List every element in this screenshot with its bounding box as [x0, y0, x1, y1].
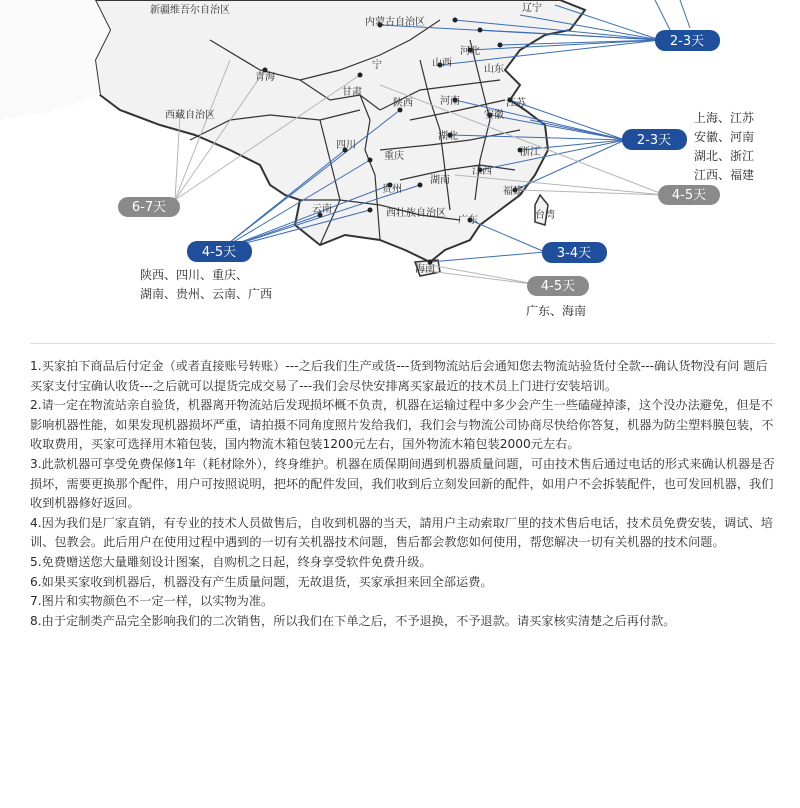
province-label: 甘肃: [342, 87, 362, 98]
province-label: 四川: [336, 140, 356, 151]
terms-item: 6.如果买家收到机器后，机器没有产生质量问题，无故退货，买家承担来回全部运费。: [30, 574, 493, 589]
badge-label: 4-5天: [540, 279, 576, 294]
note-line: 陕西、四川、重庆、: [140, 268, 249, 282]
south-region-note: [526, 302, 586, 321]
badge-southwest: [187, 241, 252, 262]
terms-item: 3.此款机器可享受免费保修1年（耗材除外），终身维护。机器在质保期间遇到机器质量问题，可由技术售后通过电话的形式来确认机器是否损坏，需要更换那个配件，用户可按照说明，把坏的配件发回，我们收到后立刻发回新的配件，如用户不会拆装配件，也可发回机器，我们收到机器修好返回。: [30, 456, 775, 511]
terms-item: 1.买家拍下商品后付定金（或者直接账号转账）---之后我们生产或货---货到物流站后会通知您去物流站验货付全款---确认货物没有问 题后买家支付宝确认收货---之后就可以提货完成交易了---我们会尽快安排离买家最近的技术员上门进行安装培训。: [30, 359, 768, 393]
terms-item: 5.免费赠送您大量雕刻设计图案，自购机之日起，终身享受软件免费升级。: [30, 554, 432, 569]
badge-west-far: [118, 197, 180, 217]
province-label: 湖北: [438, 131, 458, 142]
province-label: 西壮族自治区: [386, 208, 446, 219]
badge-label: 2-3天: [669, 34, 705, 49]
china-map: [0, 0, 800, 330]
province-label: 宁: [372, 60, 382, 71]
terms-list: [30, 357, 775, 631]
province-label: 云南: [312, 204, 332, 215]
badge-label: 4-5天: [201, 245, 237, 260]
province-label: 重庆: [384, 151, 404, 162]
badge-label: 4-5天: [671, 188, 707, 203]
province-label: 山西: [432, 58, 452, 69]
badge-east-far: [658, 185, 720, 205]
neighbor-region-west: [0, 0, 110, 120]
china-landmass: [95, 0, 585, 262]
province-label: 新疆维吾尔自治区: [150, 5, 230, 16]
note-line: 湖南、贵州、云南、广西: [140, 287, 273, 301]
terms-item: 2.请一定在物流站亲自验货，机器离开物流站后发现损坏概不负责，机器在运输过程中多少会产生一些磕碰掉漆，这个没办法避免，但是不影响机器性能，如果发现机器损坏严重，请拍摄不同角度照片发给我们，我们会与物流公司协商尽快给你答复，机器为防尘塑料膜包装，不收取费用，买家可选择用木箱包装，国内物流木箱包装1200元左右，国外物流木箱包装2000元左右。: [30, 398, 774, 452]
east-region-note: [694, 109, 754, 185]
province-label: 台湾: [535, 210, 555, 221]
note-line: 广东、海南: [526, 304, 587, 318]
badge-label: 3-4天: [556, 246, 592, 261]
badge-east: [622, 129, 687, 150]
badge-label: 6-7天: [131, 200, 167, 215]
province-label: 辽宁: [522, 3, 542, 14]
province-label: 内蒙古自治区: [365, 17, 425, 28]
note-line: 安徽、河南: [694, 130, 755, 144]
southwest-region-note: [140, 266, 272, 304]
terms-item: 7.图片和实物颜色不一定一样，以实物为准。: [30, 594, 274, 609]
terms-item: 8.由于定制类产品完全影响我们的二次销售，所以我们在下单之后，不予退换，不予退款。请买家核实清楚之后再付款。: [30, 613, 676, 628]
province-label: 贵州: [382, 184, 402, 195]
province-label: 湖南: [430, 175, 450, 186]
province-label: 陕西: [393, 98, 413, 109]
note-line: 上海、江苏: [694, 111, 755, 125]
province-label: 青海: [255, 72, 275, 83]
province-label: 广东: [458, 215, 478, 226]
badge-south: [542, 242, 607, 263]
province-label: 江苏: [506, 98, 526, 109]
terms-item: 4.因为我们是厂家直销，有专业的技术人员做售后，自收到机器的当天，請用户主动索取厂里的技术售后电话，技术员免费安装，调试、培训、包教会。此后用户在使用过程中遇到的一切有关机器技术问题，售后都会教您如何使用，帮您解决一切有关机器的技术问题。: [30, 515, 773, 550]
badge-south-far: [527, 276, 589, 296]
province-label: 海南: [415, 264, 435, 275]
province-label: 西藏自治区: [165, 110, 215, 121]
badge-north: [655, 30, 720, 51]
note-line: 江西、福建: [694, 168, 755, 182]
shipping-time-map: [0, 0, 800, 330]
province-label: 河南: [440, 96, 460, 107]
province-label: 江西: [472, 166, 492, 177]
province-label: 浙江: [520, 147, 540, 158]
province-label: 福建: [503, 186, 523, 197]
note-line: 湖北、浙江: [694, 149, 755, 163]
section-divider: [30, 343, 775, 344]
badge-label: 2-3天: [636, 133, 672, 148]
province-label: 安徽: [484, 110, 504, 121]
province-label: 山东: [484, 64, 504, 75]
province-label: 河北: [460, 46, 480, 57]
